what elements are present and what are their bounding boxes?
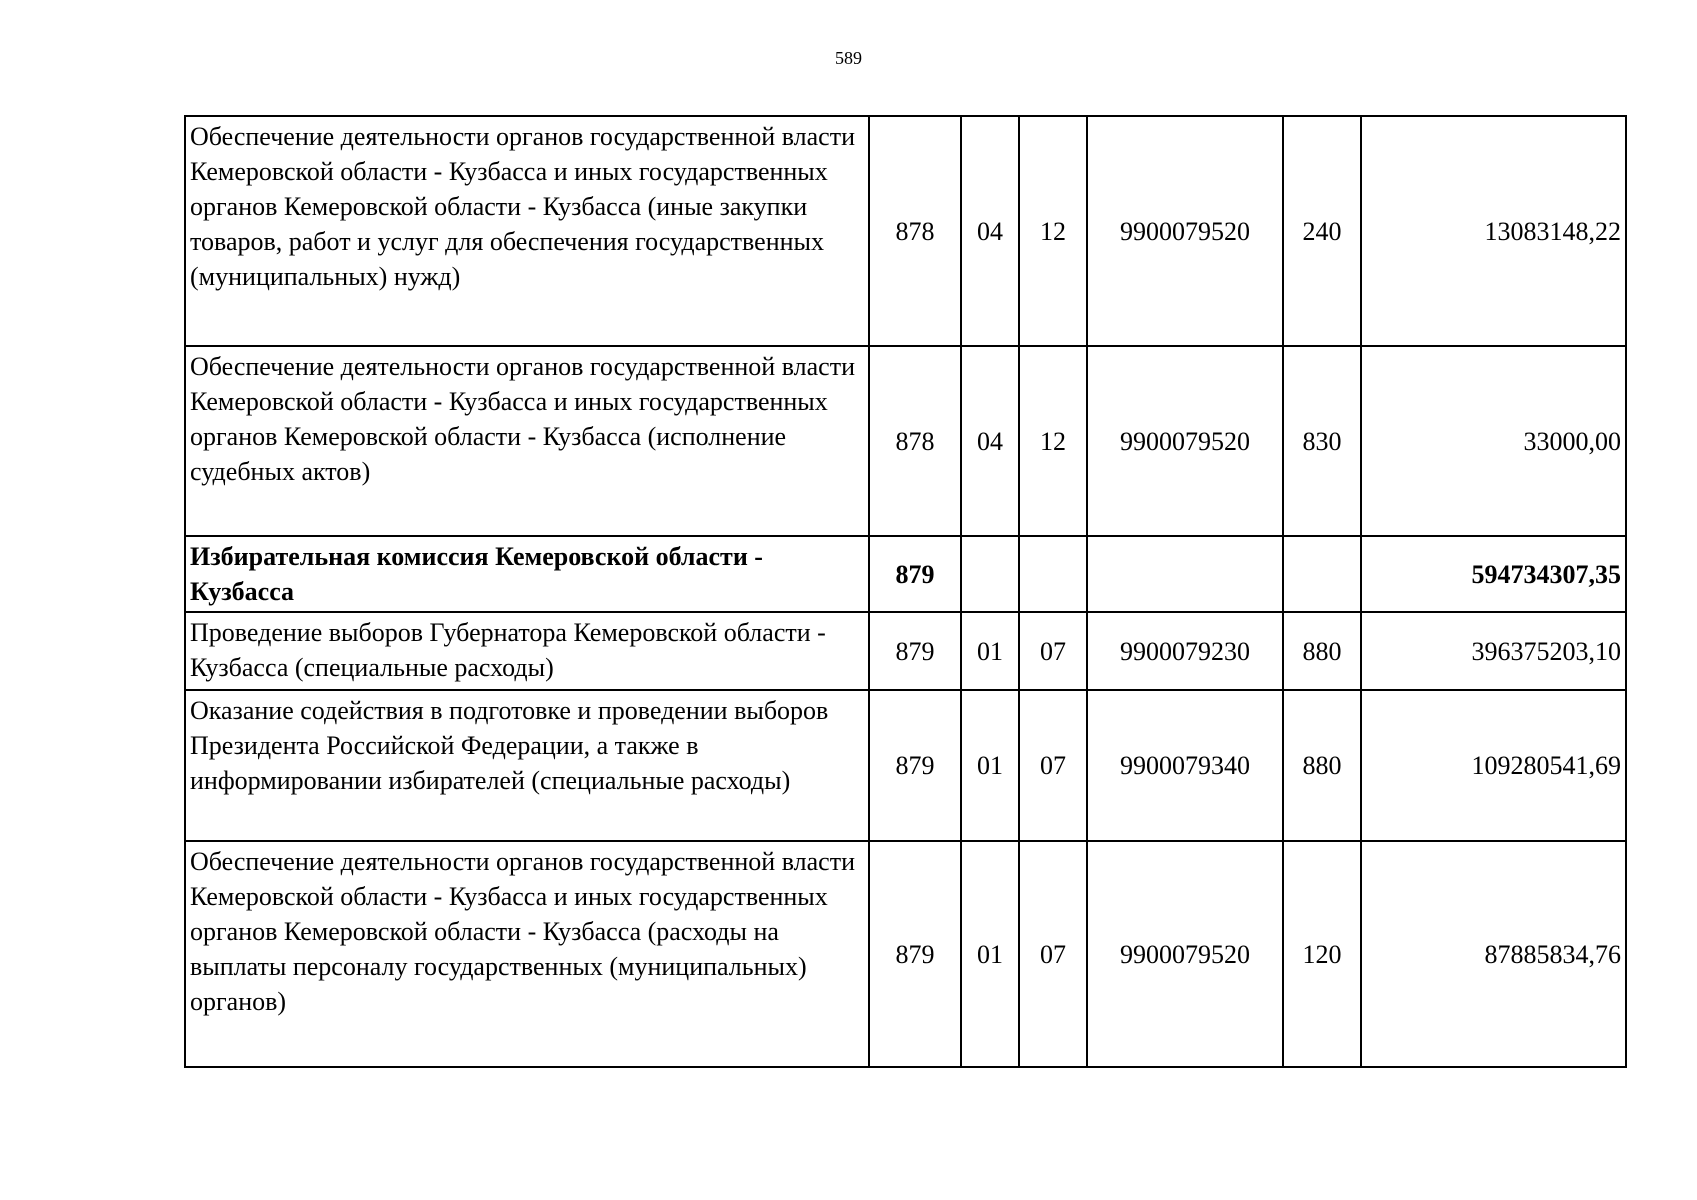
row-subsection-code: 07 [1019, 841, 1087, 1067]
row-expense-type: 240 [1283, 116, 1361, 346]
table-row [185, 690, 1626, 841]
row-amount: 87885834,76 [1361, 841, 1626, 1067]
table-row [185, 116, 1626, 346]
row-ministry-code: 878 [869, 346, 961, 536]
row-ministry-code: 879 [869, 841, 961, 1067]
row-amount: 33000,00 [1361, 346, 1626, 536]
table-row-heading [185, 536, 1626, 612]
budget-table [184, 115, 1627, 1068]
row-amount: 396375203,10 [1361, 612, 1626, 690]
table-row [185, 612, 1626, 690]
row-target-article: 9900079520 [1087, 116, 1283, 346]
row-section-code: 01 [961, 841, 1019, 1067]
row-subsection-code [1019, 536, 1087, 612]
row-section-code: 04 [961, 346, 1019, 536]
row-target-article [1087, 536, 1283, 612]
row-description: Избирательная комиссия Кемеровской области - Кузбасса [185, 536, 869, 612]
row-target-article: 9900079230 [1087, 612, 1283, 690]
row-expense-type: 120 [1283, 841, 1361, 1067]
row-subsection-code: 12 [1019, 116, 1087, 346]
row-section-code: 01 [961, 612, 1019, 690]
row-section-code [961, 536, 1019, 612]
table-row [185, 841, 1626, 1067]
row-expense-type [1283, 536, 1361, 612]
row-expense-type: 880 [1283, 690, 1361, 841]
row-description: Оказание содействия в подготовке и проведении выборов Президента Российской Федерации, а также в информировании избирателей (специальные расходы) [185, 690, 869, 841]
row-description: Проведение выборов Губернатора Кемеровской области - Кузбасса (специальные расходы) [185, 612, 869, 690]
row-expense-type: 880 [1283, 612, 1361, 690]
row-section-code: 04 [961, 116, 1019, 346]
row-target-article: 9900079520 [1087, 346, 1283, 536]
row-target-article: 9900079520 [1087, 841, 1283, 1067]
row-description: Обеспечение деятельности органов государственной власти Кемеровской области - Кузбасса и иных государственных органов Кемеровской области - Кузбасса (исполнение судебных актов) [185, 346, 869, 536]
row-ministry-code: 879 [869, 612, 961, 690]
row-target-article: 9900079340 [1087, 690, 1283, 841]
row-ministry-code: 878 [869, 116, 961, 346]
row-subsection-code: 07 [1019, 690, 1087, 841]
row-expense-type: 830 [1283, 346, 1361, 536]
page-number: 589 [835, 48, 862, 68]
row-subsection-code: 07 [1019, 612, 1087, 690]
row-subsection-code: 12 [1019, 346, 1087, 536]
row-amount: 594734307,35 [1361, 536, 1626, 612]
row-description: Обеспечение деятельности органов государственной власти Кемеровской области - Кузбасса и иных государственных органов Кемеровской области - Кузбасса (расходы на выплаты персоналу государственных (муниципальных) органов) [185, 841, 869, 1067]
row-section-code: 01 [961, 690, 1019, 841]
row-ministry-code: 879 [869, 536, 961, 612]
row-amount: 109280541,69 [1361, 690, 1626, 841]
row-ministry-code: 879 [869, 690, 961, 841]
table-row [185, 346, 1626, 536]
row-description: Обеспечение деятельности органов государственной власти Кемеровской области - Кузбасса и иных государственных органов Кемеровской области - Кузбасса (иные закупки товаров, работ и услуг для обеспечения государственных (муниципальных) нужд) [185, 116, 869, 346]
row-amount: 13083148,22 [1361, 116, 1626, 346]
